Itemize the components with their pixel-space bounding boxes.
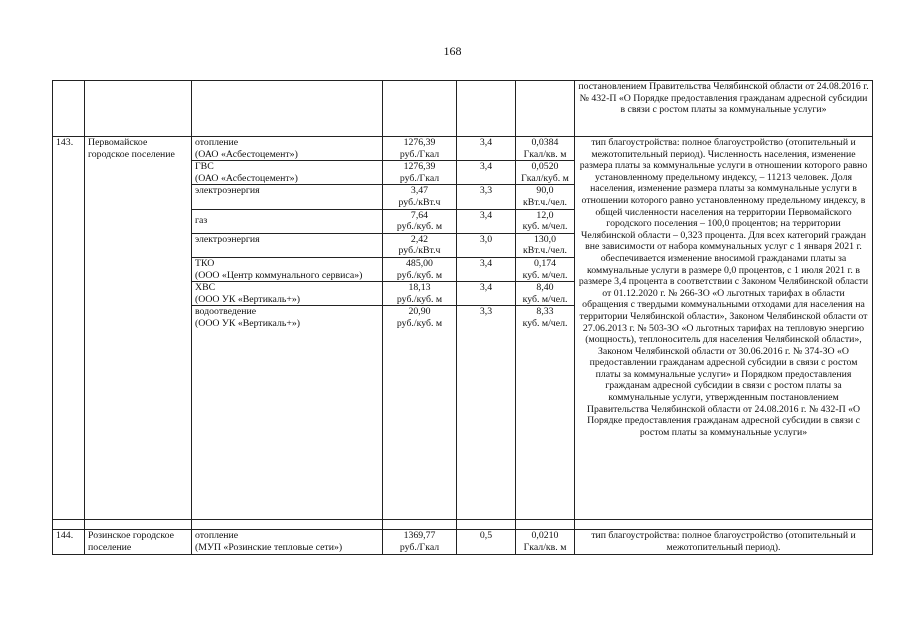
tariff-value: 3,47 (410, 185, 429, 197)
service-name: ГВС (195, 161, 214, 173)
service-name: электроэнергия (195, 233, 260, 245)
norm-unit: кВт.ч./чел. (523, 245, 567, 257)
norm-unit: кВт.ч./чел. (523, 196, 567, 208)
service-cell (192, 306, 383, 520)
index-value: 3,0 (457, 233, 516, 257)
service-provider: (ОАО «Асбестоцемент») (195, 172, 298, 184)
table-row (53, 137, 873, 161)
service-cell (192, 185, 383, 209)
norm-value: 130,0 (533, 233, 557, 245)
service-name: ТКО (195, 257, 215, 269)
norm-value: 0,0384 (531, 137, 559, 148)
norm-cell (516, 233, 575, 257)
norm-value: 8,33 (536, 306, 554, 318)
service-provider: (ООО «Центр коммунального сервиса») (195, 269, 363, 281)
index-value: 3,4 (457, 209, 516, 233)
service-cell (192, 209, 383, 233)
tariff-unit: руб./Гкал (399, 541, 440, 553)
tariff-value: 485,00 (406, 257, 433, 269)
index-value: 3,4 (457, 161, 516, 185)
service-name: отопление (195, 530, 239, 542)
service-name: водоотведение (195, 306, 257, 318)
norm-unit: Гкал/куб. м (521, 172, 569, 184)
norm-cell (516, 306, 575, 520)
tariff-value: 7,64 (410, 209, 429, 221)
tariff-value: 2,42 (410, 233, 429, 245)
service-provider: (ОАО «Асбестоцемент») (195, 148, 298, 160)
tariff-value: 1276,39 (403, 137, 436, 148)
tariff-value: 1276,39 (403, 161, 436, 173)
info-text: тип благоустройства: полное благоустройство (отопительный и межотопительный период). (575, 530, 873, 554)
index-value: 0,5 (457, 530, 516, 554)
spacer-row (53, 520, 873, 530)
tariff-cell (383, 137, 457, 161)
service-cell (192, 137, 383, 161)
norm-unit: Гкал/кв. м (523, 148, 567, 160)
tariff-unit: руб./Гкал (399, 172, 440, 184)
tariff-cell (383, 530, 457, 554)
tariff-unit: руб./кВт.ч (398, 245, 441, 257)
norm-value: 90,0 (536, 185, 554, 197)
norm-cell (516, 209, 575, 233)
norm-value: 8,40 (536, 282, 554, 294)
tariff-value: 1369,77 (403, 530, 436, 542)
tariff-unit: руб./куб. м (396, 221, 443, 233)
norm-cell (516, 257, 575, 281)
tariff-unit: руб./кВт.ч (398, 196, 441, 208)
norm-value: 12,0 (536, 209, 554, 221)
index-value: 3,3 (457, 306, 516, 520)
norm-unit: куб. м/чел. (522, 269, 568, 281)
norm-unit: куб. м/чел. (522, 293, 568, 305)
service-cell (192, 233, 383, 257)
settlement-name: Розинское городское поселение (85, 530, 192, 554)
norm-cell (516, 185, 575, 209)
page-number: 168 (443, 44, 462, 58)
service-name: газ (195, 215, 208, 227)
tariff-value: 20,90 (408, 306, 431, 318)
norm-cell (516, 530, 575, 554)
tariff-table (52, 80, 873, 555)
norm-cell (516, 282, 575, 306)
service-name: электроэнергия (195, 185, 260, 197)
tariff-cell (383, 282, 457, 306)
tariff-unit: руб./куб. м (396, 317, 443, 329)
tariff-unit: руб./куб. м (396, 269, 443, 281)
service-provider: (ООО УК «Вертикаль+») (195, 293, 301, 305)
tariff-cell (383, 306, 457, 520)
row-number: 144. (53, 530, 85, 554)
row-number: 143. (53, 137, 85, 520)
norm-unit: куб. м/чел. (522, 221, 568, 233)
tariff-cell (383, 209, 457, 233)
tariff-value: 18,13 (408, 282, 431, 294)
info-text: тип благоустройства: полное благоустройство (отопительный и межотопительный период). Численность населения, изменение размера платы за коммунальные услуги в отношении которого равно установленному предельному индексу, – 11213 человек. Доля населения, изменение размера платы за коммунальные услуги в отношении которого равно установленному предельному индексу, в общей численности населения на территории Первомайского городского поселения – 100,0 процентов; на территории Челябинской области – 0,323 процента. Для всех категорий граждан вне зависимости от набора коммунальных услуг с 1 января 2021 г. обеспечивается изменение вносимой гражданами платы за коммунальные услуги в размере 0,0 процентов, с 1 июля 2021 г. в размере 3,4 процента в соответствии с Законом Челябинской области от 01.12.2020 г. № 266-ЗО «О льготных тарифах в области обращения с твердыми коммунальными отходами для населения на территории Челябинской области», Законом Челябинской области от 27.06.2013 г. № 503-ЗО «О льготных тарифах на тепловую энергию (мощность), теплоноситель для населения Челябинской области», Законом Челябинской области от 30.06.2016 г. № 374-ЗО «О предоставлении гражданам адресной субсидии в связи с ростом платы за коммунальные услуги» и Порядком предоставления гражданам адресной субсидии в связи с ростом платы за коммунальные услуги, утвержденным постановлением Правительства Челябинской области от 24.08.2016 г. № 432-П «О Порядке предоставления гражданам адресной субсидии в связи с ростом платы за коммунальные услуги» (575, 137, 873, 520)
index-value: 3,4 (457, 257, 516, 281)
norm-unit: Гкал/кв. м (523, 541, 567, 553)
norm-cell (516, 161, 575, 185)
service-provider: (ООО УК «Вертикаль+») (195, 317, 301, 329)
index-value: 3,3 (457, 185, 516, 209)
tariff-unit: руб./Гкал (399, 148, 440, 160)
service-cell (192, 257, 383, 281)
index-value: 3,4 (457, 282, 516, 306)
norm-unit: куб. м/чел. (522, 317, 568, 329)
settlement-name: Первомайское городское поселение (85, 137, 192, 520)
norm-cell (516, 137, 575, 161)
top-note: постановлением Правительства Челябинской области от 24.08.2016 г. № 432-П «О Порядке предоставления гражданам адресной субсидии в связи с ростом платы за коммунальные услуги» (575, 81, 873, 137)
service-cell (192, 530, 383, 554)
continued-row (53, 81, 873, 137)
service-provider: (МУП «Розинские тепловые сети») (195, 541, 343, 553)
service-name: ХВС (195, 282, 216, 294)
norm-value: 0,0520 (531, 161, 559, 173)
service-cell (192, 282, 383, 306)
tariff-cell (383, 233, 457, 257)
service-cell (192, 161, 383, 185)
norm-value: 0,0210 (531, 530, 559, 542)
tariff-cell (383, 185, 457, 209)
index-value: 3,4 (457, 137, 516, 161)
service-name: отопление (195, 137, 239, 148)
table-row (53, 530, 873, 554)
tariff-unit: руб./куб. м (396, 293, 443, 305)
tariff-cell (383, 257, 457, 281)
tariff-cell (383, 161, 457, 185)
norm-value: 0,174 (533, 257, 557, 269)
